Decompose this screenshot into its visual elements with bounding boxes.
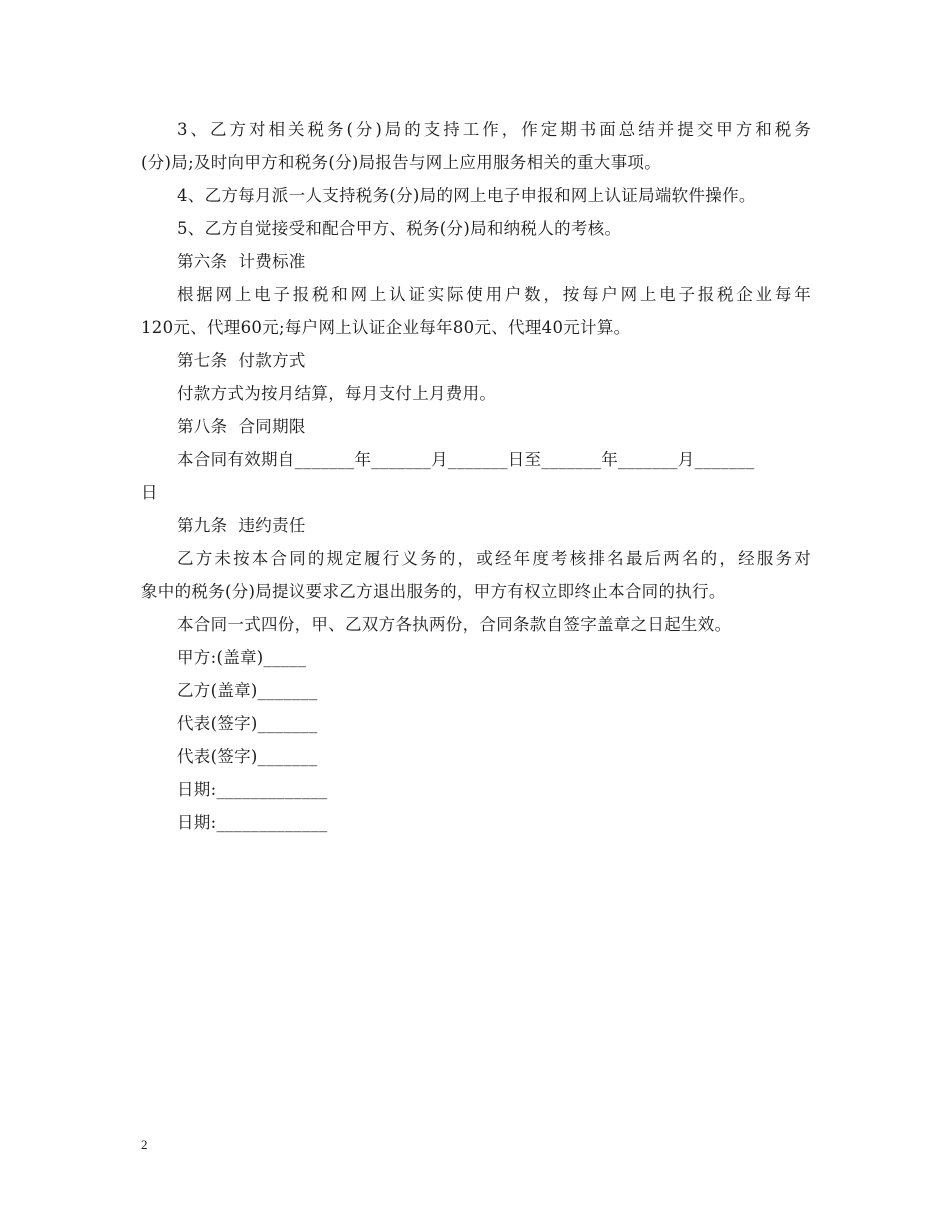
article-9-heading: 第九条 违约责任 [177,516,306,535]
article-6-body-continued: 120元、代理60元;每户网上认证企业每年80元、代理40元计算。 [141,318,631,337]
party-b-seal-line: 乙方(盖章)_______ [177,681,318,700]
party-a-seal-line: 甲方:(盖章)_____ [177,648,307,667]
page-number: 2 [141,1137,148,1152]
date-line-a: 日期:_____________ [177,780,328,799]
clause-item-4: 4、乙方每月派一人支持税务(分)局的网上电子申报和网上认证局端软件操作。 [177,186,756,205]
contract-copies-clause: 本合同一式四份，甲、乙双方各执两份，合同条款自签字盖章之日起生效。 [177,615,732,634]
representative-signature-line-b: 代表(签字)_______ [177,747,318,766]
article-7-body: 付款方式为按月结算，每月支付上月费用。 [177,384,497,403]
article-8-body-continued: 日 [141,483,158,502]
clause-item-5: 5、乙方自觉接受和配合甲方、税务(分)局和纳税人的考核。 [177,219,622,238]
article-8-heading: 第八条 合同期限 [177,417,306,436]
article-6-heading: 第六条 计费标准 [177,252,306,271]
clause-item-3: 3、乙方对相关税务(分)局的支持工作，作定期书面总结并提交甲方和税务 [177,120,811,139]
clause-item-3-continued: (分)局;及时向甲方和税务(分)局报告与网上应用服务相关的重大事项。 [141,153,662,172]
article-8-body: 本合同有效期自_______年_______月_______日至_______年_______月_______ [177,450,755,469]
article-9-body-continued: 象中的税务(分)局提议要求乙方退出服务的，甲方有权立即终止本合同的执行。 [141,582,726,601]
article-6-body: 根据网上电子报税和网上认证实际使用户数，按每户网上电子报税企业每年 [177,285,811,304]
date-line-b: 日期:_____________ [177,813,328,832]
representative-signature-line-a: 代表(签字)_______ [177,714,318,733]
article-7-heading: 第七条 付款方式 [177,351,306,370]
document-body [141,113,811,839]
article-9-body: 乙方未按本合同的规定履行义务的，或经年度考核排名最后两名的，经服务对 [177,549,811,568]
